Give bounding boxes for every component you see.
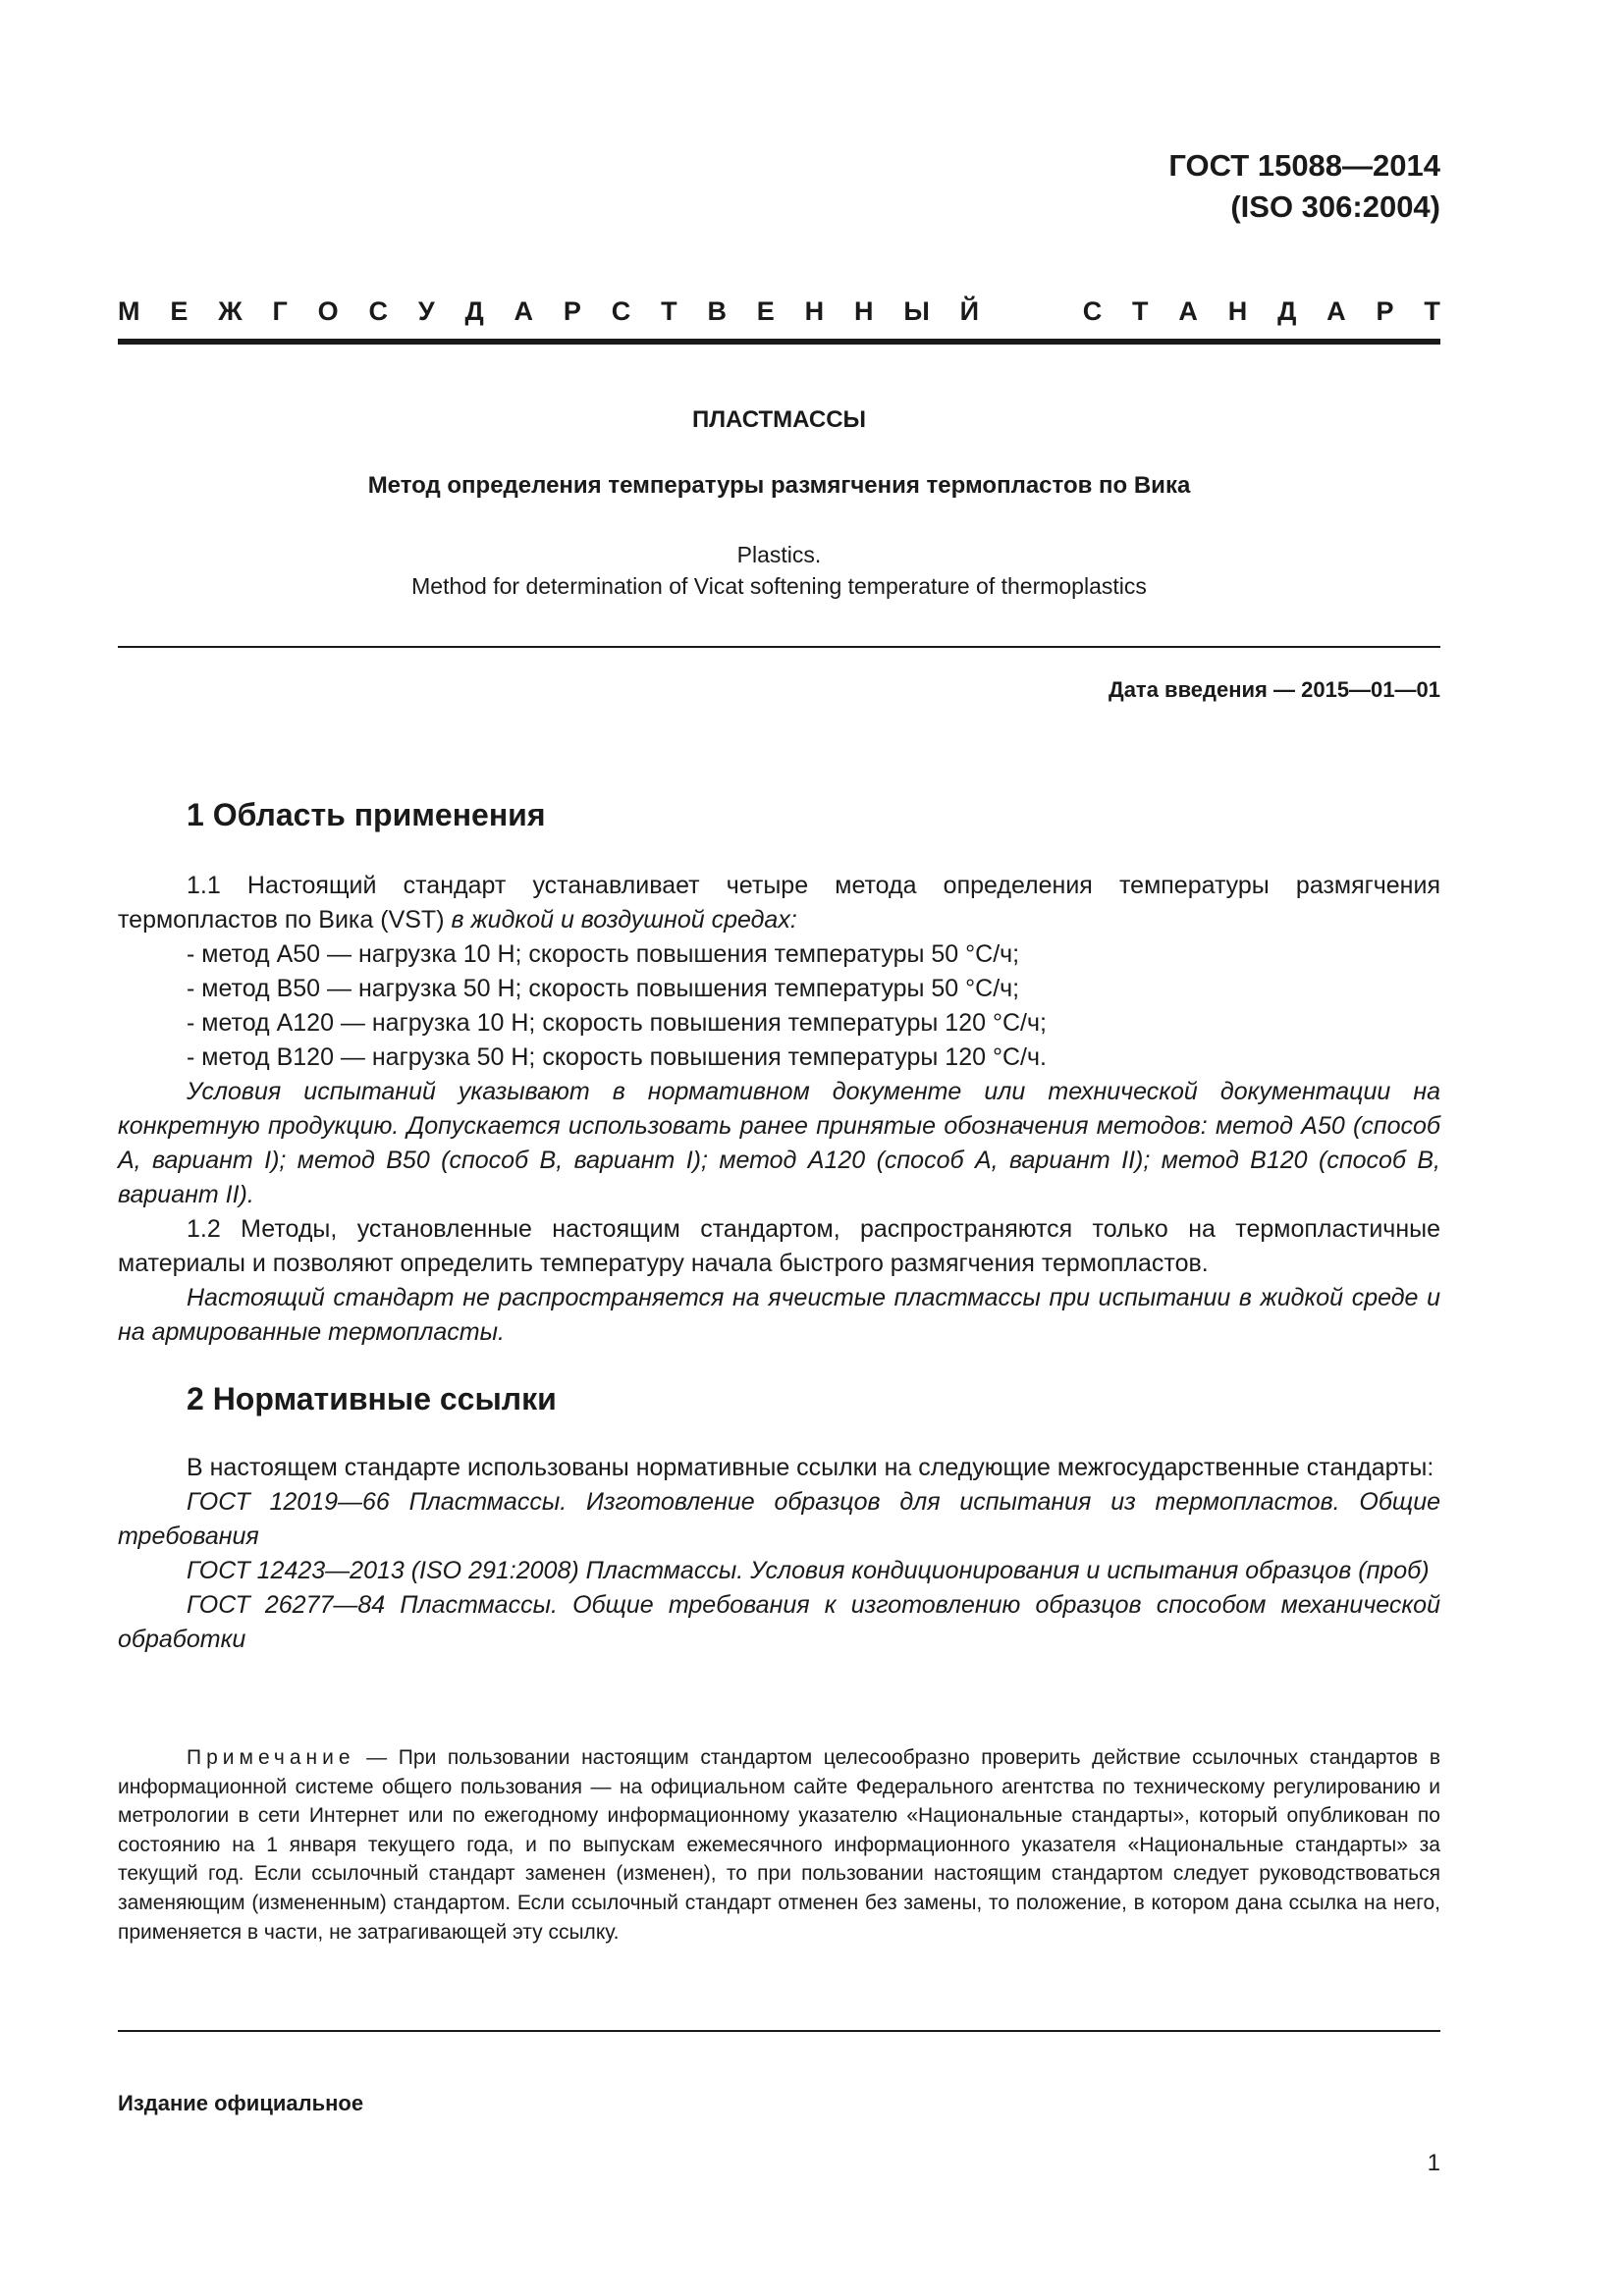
banner-letter: У [417,296,435,326]
list-item: - метод А50 — нагрузка 10 Н; скорость повышения температуры 50 °С/ч; [187,940,1020,968]
banner-letter: В [707,296,727,326]
banner-letter: Р [563,296,581,326]
reference-item: ГОСТ 12019—66 Пластмассы. Изготовление образцов для испытания из термопластов. Общие требования [118,1488,1440,1550]
section-heading-scope: 1 Область применения [187,797,546,832]
list-item: - метод В120 — нагрузка 50 Н; скорость повышения температуры 120 °С/ч. [187,1043,1047,1071]
banner-letter: Г [272,296,288,326]
interstate-standard-banner [118,296,1440,327]
footer-divider [118,2030,1440,2032]
paragraph-1-1 [118,869,1440,937]
document-title: ПЛАСТМАССЫ [691,406,867,433]
banner-letter: Д [464,296,484,326]
english-title [118,539,1440,602]
note-text: — При пользовании настоящим стандартом целесообразно проверить действие ссылочных стандартов в информационной системе общего пользования — на официальном сайте Федерального агентства по техническому регулированию и метрологии в сети Интернет или по ежегодному информационному указателю «Национальные стандарты», который опубликован по состоянию на 1 января текущего года, и по выпускам ежемесячного информационного указателя «Национальные стандарты» за текущий год. Если ссылочный стандарт заменен (изменен), то при пользовании настоящим стандартом следует руководствоваться заменяющим (измененным) стандартом. Если ссылочный стандарт отменен без замены, то положение, в котором дана ссылка на него, применяется в части, не затрагивающей эту ссылку. [118,1746,1440,1944]
note-block [118,1743,1440,1947]
banner-letter: Т [661,296,677,326]
banner-letter: Н [804,296,825,326]
document-page [118,0,1440,2296]
list-item: - метод В50 — нагрузка 50 Н; скорость повышения температуры 50 °С/ч; [187,975,1020,1002]
banner-letter: Й [959,296,980,326]
banner-letter: Т [1424,296,1440,326]
document-subtitle: Метод определения температуры размягчения термопластов по Вика [367,472,1191,499]
banner-letter: С [611,296,631,326]
english-title-line: Method for determination of Vicat softening temperature of thermoplastics [411,573,1147,599]
section-heading-references: 2 Нормативные ссылки [187,1381,557,1416]
banner-letter: Н [1227,296,1248,326]
banner-letter: М [118,296,140,326]
title-divider [118,646,1440,648]
page-number: 1 [1427,2150,1440,2176]
banner-letter: С [1082,296,1103,326]
note-paragraph [118,1743,1440,1947]
introduction-date: Дата введения — 2015—01—01 [1109,677,1440,702]
banner-letter: Д [1277,296,1297,326]
english-title-line: Plastics. [736,542,822,567]
note-label: Примечание [187,1746,355,1769]
banner-letter: Е [756,296,775,326]
banner-letter: Р [1376,296,1394,326]
iso-code: (ISO 306:2004) [1230,189,1440,224]
header-divider [118,339,1440,345]
banner-letter: А [1326,296,1346,326]
not-applicable-paragraph: Настоящий стандарт не распространяется на ячеистые пластмассы при испытании в жидкой среде и на армированные термопласты. [118,1284,1440,1346]
banner-letter: А [514,296,534,326]
banner-letter: Ж [218,296,243,326]
official-edition-label: Издание официальное [118,2091,364,2115]
paragraph-1-1-italic: в жидкой и воздушной средах: [451,906,797,934]
document-code-block [1168,145,1440,228]
section-scope-body [118,869,1440,1350]
section-references-body [118,1451,1440,1657]
standard-code: ГОСТ 15088—2014 [1168,148,1440,183]
banner-letter: О [317,296,339,326]
references-intro: В настоящем стандарте использованы нормативные ссылки на следующие межгосударственные стандарты: [187,1454,1434,1481]
banner-letter: С [368,296,388,326]
reference-item: ГОСТ 12423—2013 (ISO 291:2008) Пластмассы. Условия кондиционирования и испытания образцов (проб) [187,1557,1430,1584]
banner-letter: Т [1132,296,1149,326]
banner-letter: Ы [903,296,930,326]
test-conditions-paragraph: Условия испытаний указывают в нормативном документе или технической документации на конкретную продукцию. Допускается использовать ранее принятые обозначения методов: метод А50 (способ А, вариант I); метод В50 (способ В, вариант I); метод А120 (способ А, вариант II); метод В120 (способ В, вариант II). [118,1078,1440,1208]
paragraph-1-1-text: 1.1 Настоящий стандарт устанавливает четыре метода определения температуры размягчения термопластов по Вика (VST) [118,872,1440,934]
reference-item: ГОСТ 26277—84 Пластмассы. Общие требования к изготовлению образцов способом механической обработки [118,1591,1440,1653]
list-item: - метод А120 — нагрузка 10 Н; скорость повышения температуры 120 °С/ч; [187,1009,1047,1037]
paragraph-1-2: 1.2 Методы, установленные настоящим стандартом, распространяются только на термопластичные материалы и позволяют определить температуру начала быстрого размягчения термопластов. [118,1215,1440,1277]
banner-word-gap [1009,296,1053,327]
banner-letter: Н [853,296,874,326]
banner-letter: А [1178,296,1198,326]
banner-letter: Е [170,296,189,326]
